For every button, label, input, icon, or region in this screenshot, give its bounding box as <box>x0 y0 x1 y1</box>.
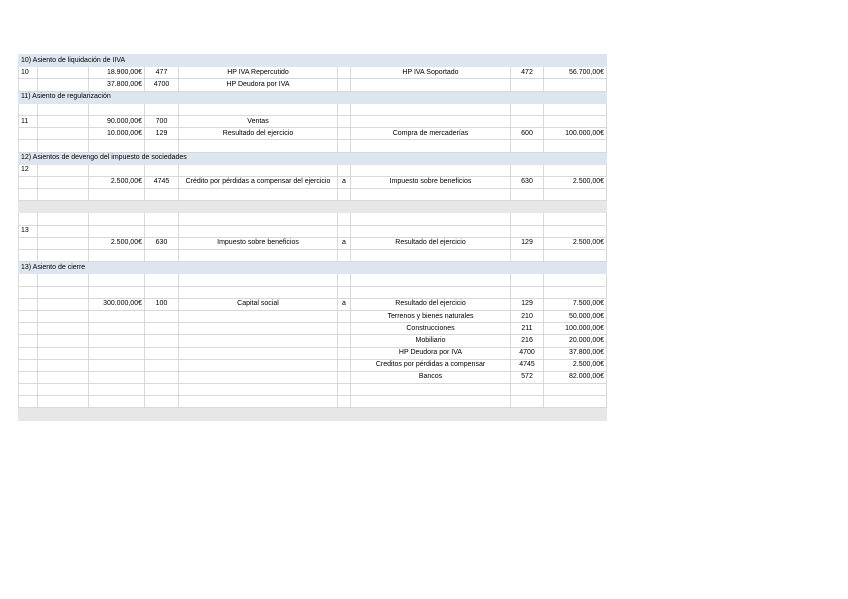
separator-cell[interactable] <box>338 359 351 371</box>
journal-row <box>19 274 607 286</box>
debit-amount-cell[interactable] <box>89 384 145 396</box>
journal-row <box>19 164 607 176</box>
entry-number-cell[interactable] <box>19 103 38 115</box>
debit-amount-cell[interactable] <box>89 335 145 347</box>
blank-cell[interactable] <box>38 103 89 115</box>
debit-concept-cell[interactable]: Resultado del ejercicio <box>179 128 338 140</box>
separator-cell[interactable] <box>338 164 351 176</box>
blank-cell[interactable] <box>38 274 89 286</box>
debit-account-cell[interactable] <box>145 274 179 286</box>
credit-amount-cell[interactable] <box>544 140 607 152</box>
separator-cell[interactable] <box>338 225 351 237</box>
credit-concept-cell[interactable]: Mobiliario <box>351 335 511 347</box>
separator-cell[interactable] <box>338 140 351 152</box>
credit-amount-cell[interactable] <box>544 396 607 408</box>
debit-concept-cell[interactable] <box>179 384 338 396</box>
separator-cell[interactable]: a <box>338 176 351 188</box>
debit-amount-cell[interactable] <box>89 164 145 176</box>
credit-account-cell[interactable] <box>511 189 544 201</box>
debit-concept-cell[interactable] <box>179 396 338 408</box>
credit-account-cell[interactable] <box>511 115 544 127</box>
section-header-row <box>19 55 607 67</box>
credit-concept-cell[interactable] <box>351 274 511 286</box>
entry-number-cell[interactable] <box>19 274 38 286</box>
credit-concept-cell[interactable]: Bancos <box>351 371 511 383</box>
credit-account-cell[interactable]: 4700 <box>511 347 544 359</box>
credit-account-cell[interactable]: 211 <box>511 323 544 335</box>
blank-band-row <box>19 408 607 420</box>
blank-cell[interactable] <box>38 323 89 335</box>
debit-concept-cell[interactable] <box>179 213 338 225</box>
journal-row <box>19 225 607 237</box>
debit-account-cell[interactable] <box>145 347 179 359</box>
credit-account-cell[interactable]: 472 <box>511 67 544 79</box>
separator-cell[interactable] <box>338 286 351 298</box>
blank-cell[interactable] <box>38 237 89 249</box>
blank-cell[interactable] <box>38 310 89 322</box>
entry-number-cell[interactable] <box>19 140 38 152</box>
debit-concept-cell[interactable]: HP IVA Repercutido <box>179 67 338 79</box>
blank-cell[interactable] <box>38 213 89 225</box>
debit-amount-cell[interactable]: 10.000,00€ <box>89 128 145 140</box>
credit-amount-cell[interactable] <box>544 286 607 298</box>
debit-concept-cell[interactable] <box>179 225 338 237</box>
journal-row <box>19 286 607 298</box>
separator-cell[interactable]: a <box>338 298 351 310</box>
separator-cell[interactable] <box>338 189 351 201</box>
separator-cell[interactable] <box>338 67 351 79</box>
debit-amount-cell[interactable] <box>89 225 145 237</box>
section-header[interactable]: 11) Asiento de regularización <box>19 91 607 103</box>
section-header[interactable]: 13) Asiento de cierre <box>19 262 607 274</box>
debit-concept-cell[interactable] <box>179 274 338 286</box>
debit-account-cell[interactable] <box>145 189 179 201</box>
blank-cell[interactable] <box>38 298 89 310</box>
journal-row <box>19 103 607 115</box>
debit-amount-cell[interactable]: 37.800,00€ <box>89 79 145 91</box>
debit-concept-cell[interactable]: Ventas <box>179 115 338 127</box>
blank-cell[interactable] <box>38 189 89 201</box>
debit-amount-cell[interactable] <box>89 396 145 408</box>
entry-number-cell[interactable] <box>19 323 38 335</box>
section-header[interactable]: 12) Asientos de devengo del impuesto de sociedades <box>19 152 607 164</box>
credit-amount-cell[interactable] <box>544 225 607 237</box>
credit-concept-cell[interactable] <box>351 164 511 176</box>
credit-amount-cell[interactable] <box>544 115 607 127</box>
credit-amount-cell[interactable]: 2.500,00€ <box>544 237 607 249</box>
debit-concept-cell[interactable] <box>179 323 338 335</box>
debit-amount-cell[interactable]: 2.500,00€ <box>89 237 145 249</box>
debit-concept-cell[interactable] <box>179 103 338 115</box>
debit-concept-cell[interactable] <box>179 164 338 176</box>
credit-amount-cell[interactable] <box>544 79 607 91</box>
blank-cell[interactable] <box>38 396 89 408</box>
blank-cell[interactable] <box>38 286 89 298</box>
credit-account-cell[interactable] <box>511 140 544 152</box>
credit-account-cell[interactable] <box>511 396 544 408</box>
entry-number-cell[interactable] <box>19 286 38 298</box>
credit-amount-cell[interactable] <box>544 189 607 201</box>
entry-number-cell[interactable] <box>19 128 38 140</box>
debit-amount-cell[interactable]: 90.000,00€ <box>89 115 145 127</box>
credit-amount-cell[interactable]: 100.000,00€ <box>544 128 607 140</box>
section-header-row <box>19 152 607 164</box>
entry-number-cell[interactable]: 10 <box>19 67 38 79</box>
blank-cell[interactable] <box>38 335 89 347</box>
debit-concept-cell[interactable] <box>179 347 338 359</box>
credit-amount-cell[interactable]: 2.500,00€ <box>544 359 607 371</box>
journal-row <box>19 396 607 408</box>
journal-row <box>19 79 607 91</box>
separator-cell[interactable] <box>338 115 351 127</box>
entry-number-cell[interactable] <box>19 213 38 225</box>
credit-account-cell[interactable] <box>511 103 544 115</box>
credit-concept-cell[interactable] <box>351 396 511 408</box>
journal-row <box>19 359 607 371</box>
debit-amount-cell[interactable] <box>89 274 145 286</box>
credit-amount-cell[interactable] <box>544 164 607 176</box>
debit-concept-cell[interactable] <box>179 359 338 371</box>
credit-concept-cell[interactable]: Resultado del ejercicio <box>351 298 511 310</box>
debit-account-cell[interactable]: 700 <box>145 115 179 127</box>
section-header[interactable]: 10) Asiento de liquidación de IIVA <box>19 55 607 67</box>
blank-cell[interactable] <box>38 359 89 371</box>
blank-cell[interactable] <box>38 384 89 396</box>
blank-band-cell[interactable] <box>19 408 607 420</box>
credit-account-cell[interactable] <box>511 164 544 176</box>
credit-account-cell[interactable] <box>511 286 544 298</box>
credit-amount-cell[interactable] <box>544 213 607 225</box>
credit-amount-cell[interactable] <box>544 250 607 262</box>
blank-cell[interactable] <box>38 140 89 152</box>
debit-concept-cell[interactable]: HP Deudora por IVA <box>179 79 338 91</box>
credit-concept-cell[interactable] <box>351 189 511 201</box>
blank-cell[interactable] <box>38 347 89 359</box>
journal-row <box>19 237 607 249</box>
blank-cell[interactable] <box>38 371 89 383</box>
debit-account-cell[interactable] <box>145 396 179 408</box>
entry-number-cell[interactable] <box>19 250 38 262</box>
debit-account-cell[interactable]: 630 <box>145 237 179 249</box>
entry-number-cell[interactable] <box>19 79 38 91</box>
entry-number-cell[interactable] <box>19 335 38 347</box>
debit-account-cell[interactable] <box>145 310 179 322</box>
blank-cell[interactable] <box>38 79 89 91</box>
debit-amount-cell[interactable] <box>89 103 145 115</box>
journal-row <box>19 176 607 188</box>
journal-sheet <box>18 54 607 421</box>
credit-account-cell[interactable] <box>511 213 544 225</box>
section-header-row <box>19 91 607 103</box>
journal-row <box>19 213 607 225</box>
credit-account-cell[interactable]: 630 <box>511 176 544 188</box>
credit-account-cell[interactable] <box>511 79 544 91</box>
credit-concept-cell[interactable] <box>351 250 511 262</box>
debit-account-cell[interactable]: 129 <box>145 128 179 140</box>
separator-cell[interactable] <box>338 384 351 396</box>
credit-account-cell[interactable]: 4745 <box>511 359 544 371</box>
credit-account-cell[interactable] <box>511 250 544 262</box>
separator-cell[interactable] <box>338 213 351 225</box>
debit-account-cell[interactable] <box>145 213 179 225</box>
credit-account-cell[interactable] <box>511 384 544 396</box>
separator-cell[interactable] <box>338 396 351 408</box>
entry-number-cell[interactable]: 13 <box>19 225 38 237</box>
credit-concept-cell[interactable] <box>351 79 511 91</box>
journal-row <box>19 140 607 152</box>
credit-amount-cell[interactable]: 56.700,00€ <box>544 67 607 79</box>
journal-row <box>19 189 607 201</box>
blank-cell[interactable] <box>38 225 89 237</box>
credit-amount-cell[interactable]: 7.500,00€ <box>544 298 607 310</box>
debit-concept-cell[interactable]: Crédito por pérdidas a compensar del ejercicio <box>179 176 338 188</box>
debit-amount-cell[interactable] <box>89 250 145 262</box>
credit-concept-cell[interactable]: Construcciones <box>351 323 511 335</box>
debit-amount-cell[interactable] <box>89 371 145 383</box>
separator-cell[interactable] <box>338 79 351 91</box>
credit-amount-cell[interactable]: 2.500,00€ <box>544 176 607 188</box>
blank-cell[interactable] <box>38 115 89 127</box>
debit-amount-cell[interactable]: 18.900,00€ <box>89 67 145 79</box>
blank-band-cell[interactable] <box>19 201 607 213</box>
debit-account-cell[interactable]: 4745 <box>145 176 179 188</box>
debit-amount-cell[interactable]: 300.000,00€ <box>89 298 145 310</box>
debit-concept-cell[interactable] <box>179 371 338 383</box>
separator-cell[interactable] <box>338 103 351 115</box>
debit-amount-cell[interactable] <box>89 310 145 322</box>
journal-body <box>19 55 607 421</box>
journal-row <box>19 371 607 383</box>
debit-account-cell[interactable] <box>145 359 179 371</box>
entry-number-cell[interactable] <box>19 347 38 359</box>
journal-row <box>19 347 607 359</box>
journal-row <box>19 384 607 396</box>
entry-number-cell[interactable] <box>19 310 38 322</box>
credit-concept-cell[interactable]: Compra de mercaderías <box>351 128 511 140</box>
debit-account-cell[interactable] <box>145 384 179 396</box>
debit-concept-cell[interactable] <box>179 286 338 298</box>
journal-row <box>19 128 607 140</box>
entry-number-cell[interactable] <box>19 371 38 383</box>
blank-band-row <box>19 201 607 213</box>
debit-account-cell[interactable]: 4700 <box>145 79 179 91</box>
credit-account-cell[interactable]: 216 <box>511 335 544 347</box>
credit-concept-cell[interactable] <box>351 225 511 237</box>
credit-account-cell[interactable]: 129 <box>511 237 544 249</box>
separator-cell[interactable]: a <box>338 237 351 249</box>
blank-cell[interactable] <box>38 164 89 176</box>
journal-row <box>19 323 607 335</box>
journal-row <box>19 298 607 310</box>
entry-number-cell[interactable] <box>19 384 38 396</box>
blank-cell[interactable] <box>38 176 89 188</box>
credit-concept-cell[interactable] <box>351 384 511 396</box>
debit-account-cell[interactable]: 100 <box>145 298 179 310</box>
credit-amount-cell[interactable]: 100.000,00€ <box>544 323 607 335</box>
credit-amount-cell[interactable]: 50.000,00€ <box>544 310 607 322</box>
entry-number-cell[interactable]: 11 <box>19 115 38 127</box>
debit-amount-cell[interactable] <box>89 347 145 359</box>
debit-amount-cell[interactable] <box>89 189 145 201</box>
credit-account-cell[interactable] <box>511 274 544 286</box>
debit-amount-cell[interactable] <box>89 323 145 335</box>
entry-number-cell[interactable] <box>19 298 38 310</box>
journal-row <box>19 115 607 127</box>
credit-concept-cell[interactable] <box>351 140 511 152</box>
entry-number-cell[interactable] <box>19 359 38 371</box>
credit-concept-cell[interactable]: HP IVA Soportado <box>351 67 511 79</box>
debit-concept-cell[interactable] <box>179 335 338 347</box>
separator-cell[interactable] <box>338 335 351 347</box>
separator-cell[interactable] <box>338 274 351 286</box>
entry-number-cell[interactable] <box>19 396 38 408</box>
separator-cell[interactable] <box>338 371 351 383</box>
credit-account-cell[interactable]: 600 <box>511 128 544 140</box>
credit-concept-cell[interactable] <box>351 115 511 127</box>
credit-concept-cell[interactable]: Terrenos y bienes naturales <box>351 310 511 322</box>
credit-concept-cell[interactable] <box>351 286 511 298</box>
separator-cell[interactable] <box>338 310 351 322</box>
credit-concept-cell[interactable]: HP Deudora por IVA <box>351 347 511 359</box>
credit-amount-cell[interactable]: 82.000,00€ <box>544 371 607 383</box>
separator-cell[interactable] <box>338 323 351 335</box>
debit-concept-cell[interactable] <box>179 140 338 152</box>
debit-account-cell[interactable] <box>145 140 179 152</box>
credit-concept-cell[interactable]: Resultado del ejercicio <box>351 237 511 249</box>
debit-account-cell[interactable] <box>145 250 179 262</box>
debit-amount-cell[interactable] <box>89 213 145 225</box>
credit-amount-cell[interactable]: 20.000,00€ <box>544 335 607 347</box>
journal-row <box>19 335 607 347</box>
debit-account-cell[interactable] <box>145 335 179 347</box>
debit-account-cell[interactable] <box>145 286 179 298</box>
entry-number-cell[interactable]: 12 <box>19 164 38 176</box>
credit-account-cell[interactable] <box>511 225 544 237</box>
blank-cell[interactable] <box>38 128 89 140</box>
entry-number-cell[interactable] <box>19 176 38 188</box>
credit-account-cell[interactable]: 129 <box>511 298 544 310</box>
credit-account-cell[interactable]: 210 <box>511 310 544 322</box>
credit-account-cell[interactable]: 572 <box>511 371 544 383</box>
debit-account-cell[interactable] <box>145 103 179 115</box>
debit-concept-cell[interactable]: Capital social <box>179 298 338 310</box>
debit-account-cell[interactable] <box>145 371 179 383</box>
credit-amount-cell[interactable] <box>544 384 607 396</box>
debit-account-cell[interactable]: 477 <box>145 67 179 79</box>
debit-amount-cell[interactable] <box>89 140 145 152</box>
entry-number-cell[interactable] <box>19 237 38 249</box>
journal-row <box>19 310 607 322</box>
blank-cell[interactable] <box>38 250 89 262</box>
debit-amount-cell[interactable] <box>89 286 145 298</box>
blank-cell[interactable] <box>38 67 89 79</box>
credit-amount-cell[interactable] <box>544 274 607 286</box>
entry-number-cell[interactable] <box>19 189 38 201</box>
credit-concept-cell[interactable] <box>351 213 511 225</box>
credit-concept-cell[interactable] <box>351 103 511 115</box>
separator-cell[interactable] <box>338 250 351 262</box>
journal-row <box>19 67 607 79</box>
debit-concept-cell[interactable] <box>179 250 338 262</box>
credit-concept-cell[interactable]: Impuesto sobre beneficios <box>351 176 511 188</box>
debit-account-cell[interactable] <box>145 323 179 335</box>
section-header-row <box>19 262 607 274</box>
debit-account-cell[interactable] <box>145 225 179 237</box>
debit-concept-cell[interactable] <box>179 189 338 201</box>
credit-concept-cell[interactable]: Creditos por pérdidas a compensar <box>351 359 511 371</box>
debit-amount-cell[interactable]: 2.500,00€ <box>89 176 145 188</box>
debit-account-cell[interactable] <box>145 164 179 176</box>
journal-row <box>19 250 607 262</box>
separator-cell[interactable] <box>338 347 351 359</box>
debit-concept-cell[interactable]: Impuesto sobre beneficios <box>179 237 338 249</box>
credit-amount-cell[interactable] <box>544 103 607 115</box>
credit-amount-cell[interactable]: 37.800,00€ <box>544 347 607 359</box>
debit-concept-cell[interactable] <box>179 310 338 322</box>
separator-cell[interactable] <box>338 128 351 140</box>
debit-amount-cell[interactable] <box>89 359 145 371</box>
